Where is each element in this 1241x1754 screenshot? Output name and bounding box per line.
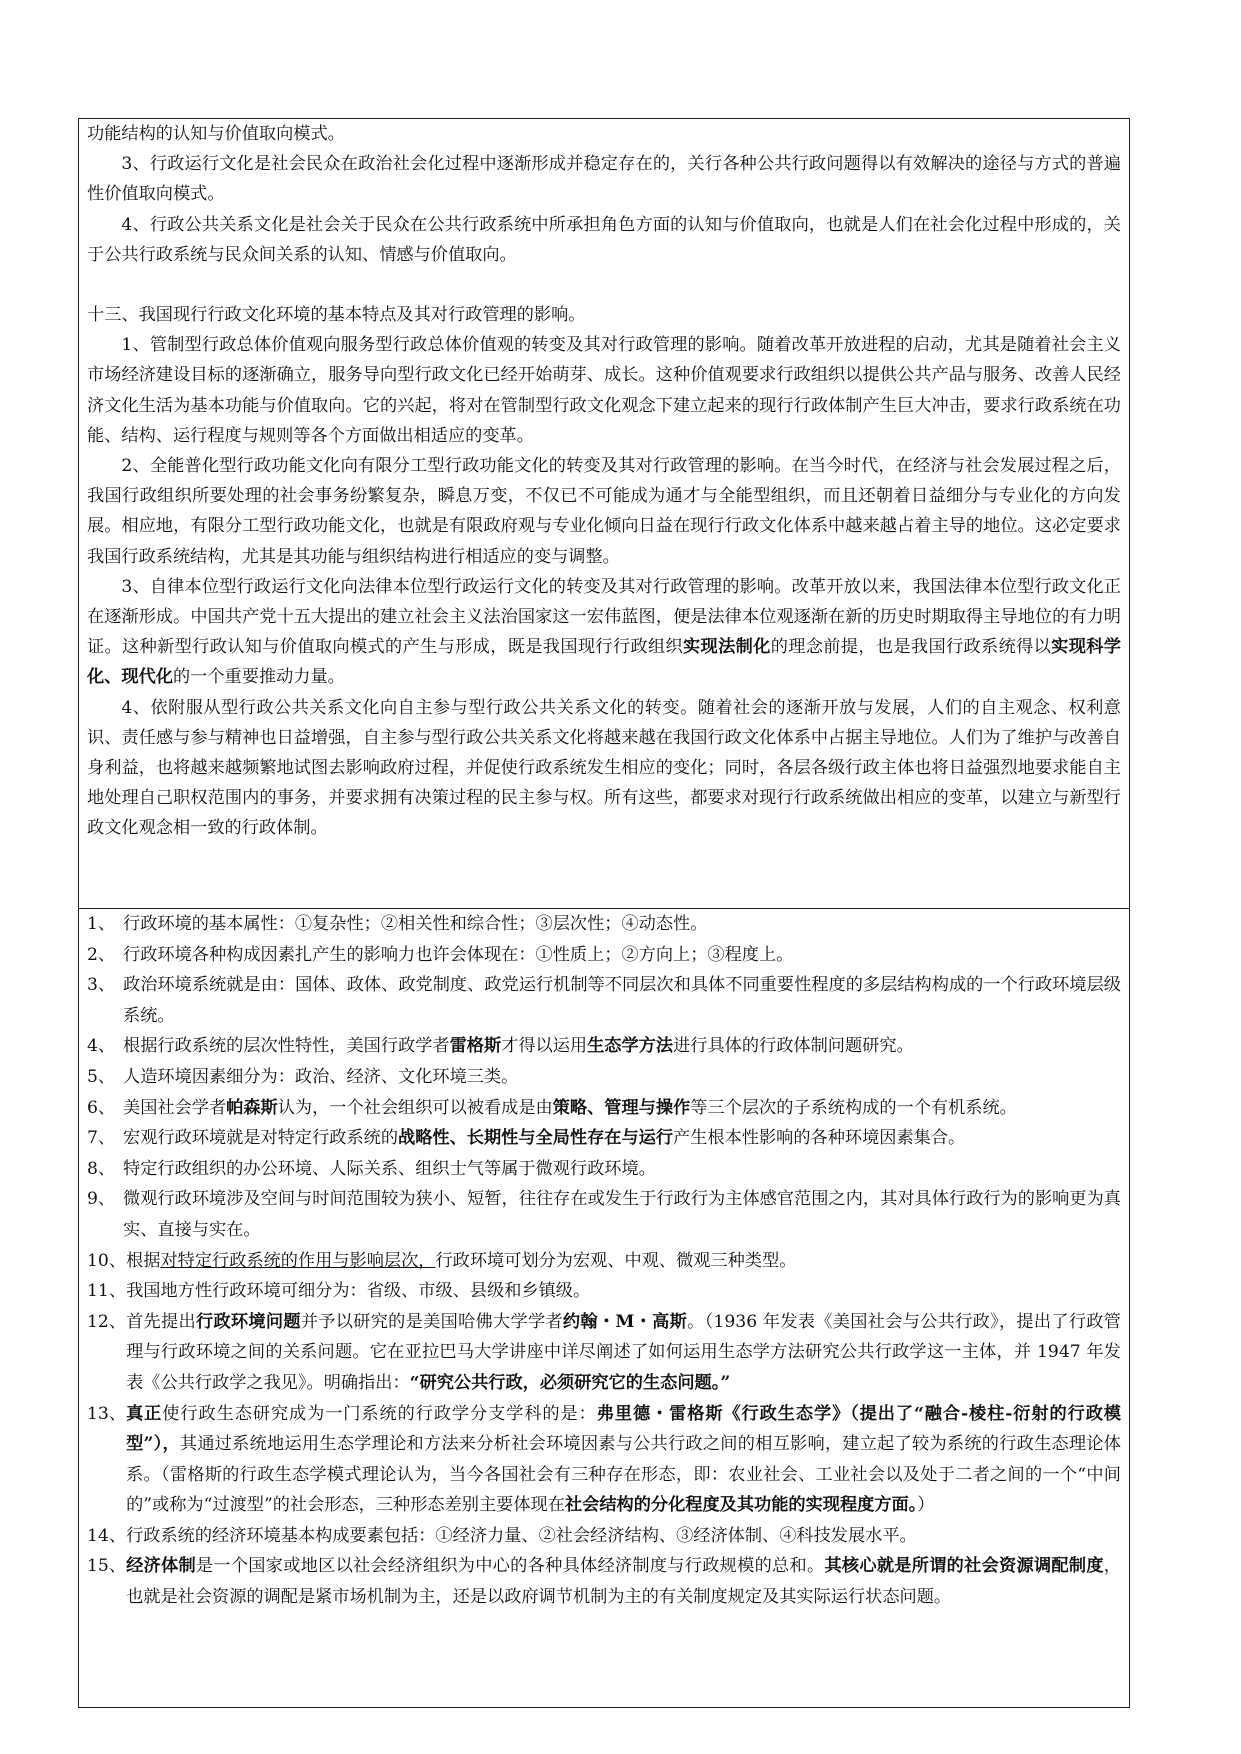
item-text	[126, 1551, 1121, 1612]
item-text: 人造环境因素细分为：政治、经济、文化环境三类。	[123, 1066, 519, 1087]
text-run: 首先提出	[126, 1311, 196, 1332]
text-run: 进行具体的行政体制问题研究。	[673, 1036, 914, 1057]
text-run: 美国社会学者	[123, 1097, 227, 1118]
item-number: 14、	[87, 1525, 127, 1546]
list-item	[87, 1246, 1121, 1277]
spacer	[87, 270, 1121, 300]
text-run: 的理念前提，也是我国行政系统得以	[770, 637, 1052, 658]
text-run: 行政环境可划分为宏观、中观、微观三种类型。	[435, 1250, 797, 1271]
bold-text: 社会结构的分化程度及其功能的实现程度方面。	[564, 1495, 918, 1516]
item-text	[126, 1246, 1121, 1277]
paragraph: 4、依附服从型行政公共关系文化向自主参与型行政公共关系文化的转变。随着社会的逐渐开放与发展，人们的自主观念、权利意识、责任感与参与精神也日益增强，自主参与型行政公共关系文化将越来越在我国行政文化体系中占据主导地位。人们为了维护与改善自身利益，也将越来越频繁地试图去影响政府过程，并促使行政系统发生相应的变化；同时，各层各级行政主体也将日益强烈地要求能自主地处理自己职权范围内的事务，并要求拥有决策过程的民主参与权。所有这些，都要求对现行行政系统做出相应的变革，以建立与新型行政文化观念相一致的行政体制。	[87, 697, 1121, 839]
bold-text: 实现科学化、现代化	[87, 637, 1121, 688]
item-number: 6、	[87, 1097, 116, 1118]
item-text: 我国地方性行政环境可细分为：省级、市级、县级和乡镇级。	[126, 1281, 591, 1302]
item-number: 11、	[87, 1281, 127, 1302]
bold-text: 弗里德・雷格斯《行政生态学》（提出了“融合-棱柱-衍射的行政模型”），	[126, 1403, 1121, 1455]
document-table	[78, 118, 1130, 1708]
list-item	[87, 1521, 1121, 1552]
text-run: 3、自律本位型行政运行文化向法律本位型行政运行文化的转变及其对行政管理的影响。改革开放以来，我国法律本位型行政文化正在逐渐形成。中国共产党十五大提出的建立社会主义法治国家这一宏伟蓝图，便是法律本位观逐渐在新的历史时期取得主导地位的有力明证。这种新型行政认知与价值取向模式的产生与形成，既是我国现行行政组织	[87, 576, 1121, 658]
bold-text: 帕森斯	[226, 1097, 278, 1118]
text-run: 使行政生态研究成为一门系统的行政学分支学科的是：	[162, 1403, 597, 1424]
item-number: 15、	[87, 1556, 127, 1577]
item-number: 13、	[87, 1403, 127, 1424]
list-item	[87, 1184, 1121, 1245]
item-text: 特定行政组织的办公环境、人际关系、组织士气等属于微观行政环境。	[123, 1158, 656, 1179]
item-number: 10、	[87, 1250, 127, 1271]
underlined-text: 对特定行政系统的作用与影响层次，	[160, 1250, 436, 1271]
text-run: 等三个层次的子系统构成的一个有机系统。	[690, 1097, 1017, 1118]
bold-text: 策略、管理与操作	[552, 1097, 691, 1118]
item-text	[123, 1123, 1121, 1154]
list-item	[87, 909, 1121, 940]
bold-text: 其核心就是所谓的社会资源调配制度	[824, 1556, 1104, 1577]
list-item	[87, 1093, 1121, 1124]
item-text: 微观行政环境涉及空间与时间范围较为狭小、短暂，往往存在或发生于行政行为主体感官范围之内，其对具体行政行为的影响更为真实、直接与实在。	[123, 1189, 1121, 1240]
table-cell-notes	[79, 119, 1129, 909]
text-run: 根据	[126, 1250, 161, 1271]
item-number: 4、	[87, 1036, 116, 1057]
item-text	[126, 1307, 1121, 1399]
item-text	[123, 1031, 1121, 1062]
text-run: 。（1936 年发表《美国社会与公共行政》，提出了行政管理与行政环境之间的关系问题。它在亚拉巴马大学讲座中详尽阐述了如何运用生态学方法研究公共行政学这一主体，并 1947 年发表《公共行政学之我见》。明确指出：	[126, 1311, 1121, 1393]
text-run: 宏观行政环境就是对特定行政系统的	[123, 1128, 399, 1149]
text-run: 其通过系统地运用生态学理论和方法来分析社会环境因素与公共行政之间的相互影响，建立起了较为系统的行政生态理论体系。（雷格斯的行政生态学模式理论认为，当今各国社会有三种存在形态，即：农业社会、工业社会以及处于二者之间的一个“中间的”或称为“过渡型”的社会形态，三种形态差别主要体现在	[126, 1434, 1121, 1516]
text-run: 才得以运用	[501, 1036, 588, 1057]
text-run: ）	[917, 1495, 935, 1516]
bold-text: 经济体制	[126, 1556, 196, 1577]
text-run: 产生根本性影响的各种环境因素集合。	[673, 1128, 966, 1149]
item-text: 行政系统的经济环境基本构成要素包括：①经济力量、②社会经济结构、③经济体制、④科技发展水平。	[126, 1525, 917, 1546]
paragraph: 4、行政公共关系文化是社会关于民众在公共行政系统中所承担角色方面的认知与价值取向，也就是人们在社会化过程中形成的，关于公共行政系统与民众间关系的认知、情感与价值取向。	[87, 214, 1121, 265]
item-text: 行政环境的基本属性：①复杂性；②相关性和综合性；③层次性；④动态性。	[123, 914, 708, 934]
item-number: 8、	[87, 1158, 116, 1179]
paragraph: 功能结构的认知与价值取向模式。	[87, 124, 345, 144]
bold-text: 雷格斯	[449, 1036, 502, 1057]
paragraph: 1、管制型行政总体价值观向服务型行政总体价值观的转变及其对行政管理的影响。随着改革开放进程的启动，尤其是随着社会主义市场经济建设目标的逐渐确立，服务导向型行政文化已经开始萌芽、成长。这种价值观要求行政组织以提供公共产品与服务、改善人民经济文化生活为基本功能与价值取向。它的兴起，将对在管制型行政文化观念下建立起来的现行行政体制产生巨大冲击，要求行政系统在功能、结构、运行程度与规则等各个方面做出相适应的变革。	[87, 335, 1121, 446]
text-run: ，也就是社会资源的调配是紧市场机制为主，还是以政府调节机制为主的有关制度规定及其实际运行状态问题。	[126, 1556, 1121, 1608]
list-item	[87, 1307, 1121, 1399]
list-item	[87, 1031, 1121, 1062]
list-item	[87, 1154, 1121, 1185]
bold-text: 生态学方法	[587, 1036, 674, 1057]
item-number: 3、	[87, 975, 116, 996]
item-number: 1、	[87, 914, 116, 934]
item-number: 2、	[87, 944, 116, 965]
item-text	[123, 1093, 1121, 1124]
item-number: 12、	[87, 1311, 127, 1332]
list-item	[87, 1276, 1121, 1307]
bold-text: “研究公共行政，必须研究它的生态问题。”	[409, 1372, 731, 1393]
section-heading: 十三、我国现行行政文化环境的基本特点及其对行政管理的影响。	[87, 305, 586, 326]
text-run: 认为，一个社会组织可以被看成是由	[277, 1097, 553, 1118]
paragraph	[87, 572, 1121, 693]
list-item	[87, 1062, 1121, 1093]
item-number: 7、	[87, 1128, 116, 1149]
item-text	[126, 1399, 1121, 1521]
bold-text: 战略性、长期性与全局性存在与运行	[398, 1128, 674, 1149]
item-text: 行政环境各种构成因素扎产生的影响力也许会体现在：①性质上；②方向上；③程度上。	[123, 944, 794, 965]
list-item	[87, 1123, 1121, 1154]
paragraph: 3、行政运行文化是社会民众在政治社会化过程中逐渐形成并稳定存在的，关行各种公共行政问题得以有效解决的途径与方式的普遍性价值取向模式。	[87, 154, 1121, 205]
text-run: 并予以研究的是美国哈佛大学学者	[300, 1311, 563, 1332]
item-number: 5、	[87, 1066, 116, 1087]
bold-text: 实现法制化	[683, 637, 771, 658]
list-item	[87, 970, 1121, 1031]
text-run: 是一个国家或地区以社会经济组织为中心的各种具体经济制度与行政规模的总和。	[195, 1556, 825, 1577]
bold-text: 真正	[126, 1403, 163, 1424]
table-cell-list	[79, 909, 1129, 1707]
text-run: 根据行政系统的层次性特性，美国行政学者	[123, 1036, 450, 1057]
list-item	[87, 1399, 1121, 1521]
bold-text: 约翰・M・高斯	[562, 1311, 688, 1332]
item-text: 政治环境系统就是由：国体、政体、政党制度、政党运行机制等不同层次和具体不同重要性程度的多层结构构成的一个行政环境层级系统。	[123, 975, 1121, 1026]
paragraph: 2、全能普化型行政功能文化向有限分工型行政功能文化的转变及其对行政管理的影响。在当今时代，在经济与社会发展过程之后，我国行政组织所要处理的社会事务纷繁复杂，瞬息万变，不仅已不可能成为通才与全能型组织，而且还朝着日益细分与专业化的方向发展。相应地，有限分工型行政功能文化，也就是有限政府观与专业化倾向日益在现行行政文化体系中越来越占着主导的地位。这必定要求我国行政系统结构，尤其是其功能与组织结构进行相适应的变与调整。	[87, 456, 1121, 567]
text-run: 的一个重要推动力量。	[172, 667, 345, 688]
item-number: 9、	[87, 1189, 116, 1210]
bold-text: 行政环境问题	[195, 1311, 301, 1332]
list-item	[87, 1551, 1121, 1612]
list-item	[87, 940, 1121, 971]
